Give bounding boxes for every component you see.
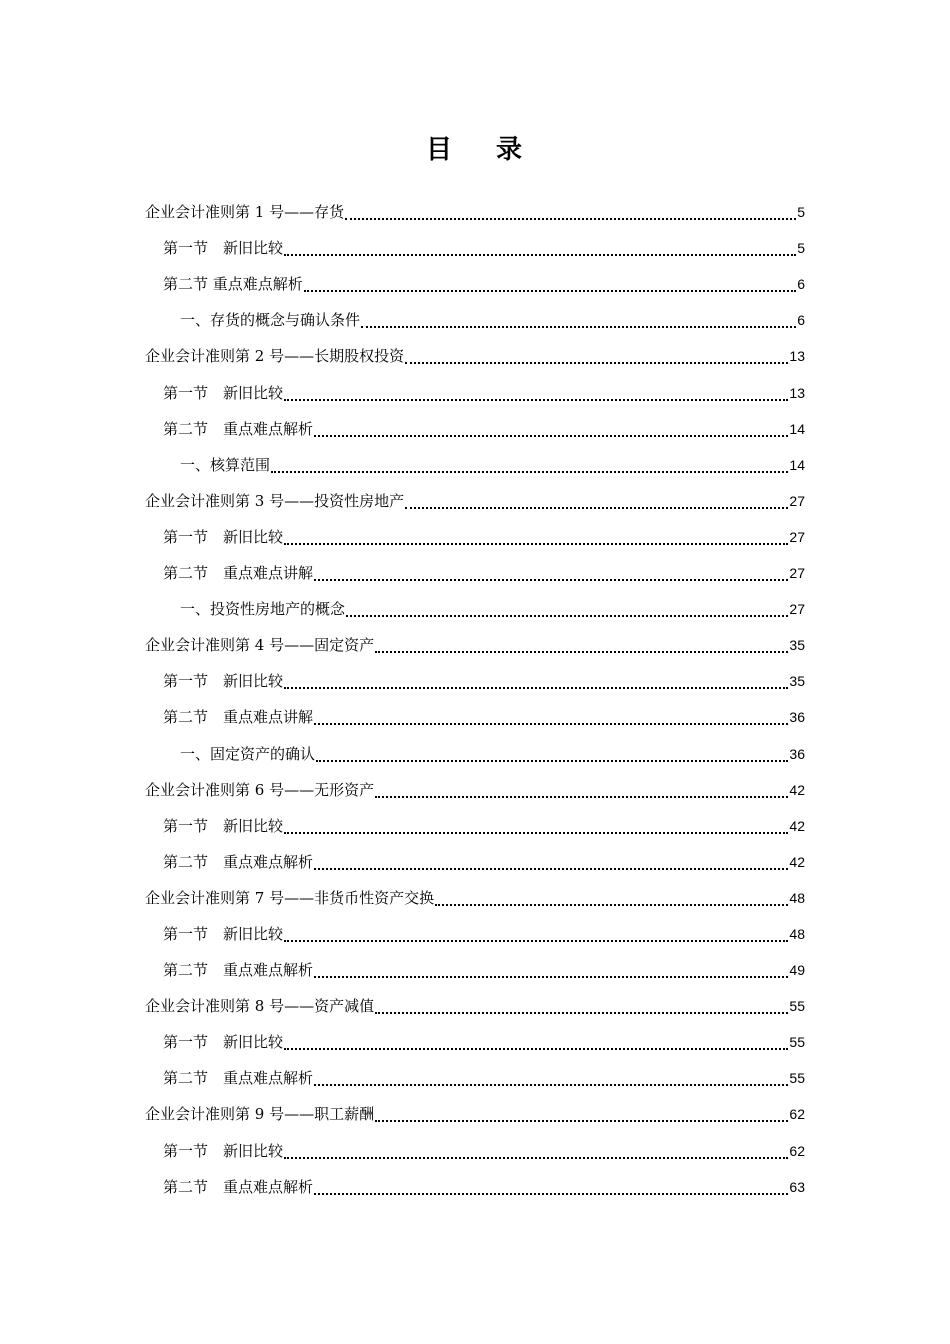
toc-entry[interactable] <box>145 230 805 266</box>
toc-leader-dots <box>405 361 788 364</box>
toc-leader-dots <box>314 975 788 978</box>
toc-entry-page: 48 <box>789 889 805 906</box>
toc-leader-dots <box>271 470 788 473</box>
toc-entry-page: 49 <box>789 962 805 979</box>
toc-entry-page: 27 <box>789 601 805 618</box>
toc-entry-page: 13 <box>789 348 805 365</box>
toc-entry-text: 第二节 重点难点讲解 <box>163 564 314 583</box>
toc-entry-page: 36 <box>789 745 805 762</box>
toc-entry-text: 第二节 重点难点解析 <box>163 1069 314 1088</box>
toc-entry-text: 企业会计准则第 3 号——投资性房地产 <box>145 491 405 510</box>
toc-entry-page: 14 <box>789 456 805 473</box>
toc-entry[interactable] <box>145 302 805 338</box>
toc-leader-dots <box>375 1119 788 1122</box>
toc-entry[interactable] <box>145 483 805 519</box>
toc-entry-text: 企业会计准则第 9 号——职工薪酬 <box>145 1105 375 1124</box>
toc-entry[interactable] <box>145 1024 805 1060</box>
toc-entry[interactable] <box>145 411 805 447</box>
toc-entry-text: 企业会计准则第 2 号——长期股权投资 <box>145 347 405 366</box>
toc-entry-text: 企业会计准则第 6 号——无形资产 <box>145 780 375 799</box>
toc-entry[interactable] <box>145 844 805 880</box>
toc-entry[interactable] <box>145 772 805 808</box>
toc-entry-page: 62 <box>789 1142 805 1159</box>
toc-entry-page: 55 <box>789 1034 805 1051</box>
toc-entry[interactable] <box>145 952 805 988</box>
toc-entry[interactable] <box>145 338 805 374</box>
toc-entry-text: 一、固定资产的确认 <box>180 744 316 763</box>
toc-entry[interactable] <box>145 699 805 735</box>
toc-entry[interactable] <box>145 447 805 483</box>
toc-entry-page: 55 <box>789 1070 805 1087</box>
toc-entry-text: 企业会计准则第 4 号——固定资产 <box>145 636 375 655</box>
toc-leader-dots <box>316 759 788 762</box>
toc-leader-dots <box>314 1083 788 1086</box>
toc-leader-dots <box>284 831 788 834</box>
toc-entry[interactable] <box>145 988 805 1024</box>
toc-entry-page: 62 <box>789 1106 805 1123</box>
toc-entry-text: 第一节 新旧比较 <box>163 924 284 943</box>
toc-entry[interactable] <box>145 1060 805 1096</box>
toc-entry-text: 第二节 重点难点解析 <box>163 275 303 294</box>
toc-leader-dots <box>345 217 796 220</box>
toc-entry-page: 63 <box>789 1178 805 1195</box>
toc-leader-dots <box>375 650 788 653</box>
toc-entry-page: 35 <box>789 673 805 690</box>
toc-entry[interactable] <box>145 555 805 591</box>
toc-entry-page: 13 <box>789 384 805 401</box>
toc-entry[interactable] <box>145 916 805 952</box>
toc-entry-text: 第一节 新旧比较 <box>163 816 284 835</box>
toc-entry-text: 第一节 新旧比较 <box>163 239 284 258</box>
toc-entry[interactable] <box>145 519 805 555</box>
toc-entry[interactable] <box>145 591 805 627</box>
toc-entry[interactable] <box>145 663 805 699</box>
toc-entry-text: 第一节 新旧比较 <box>163 383 284 402</box>
toc-entry-text: 第一节 新旧比较 <box>163 1141 284 1160</box>
toc-title-char-2: 录 <box>496 135 525 165</box>
toc-leader-dots <box>375 795 788 798</box>
toc-leader-dots <box>314 578 788 581</box>
toc-entry[interactable] <box>145 1096 805 1132</box>
toc-entry-page: 42 <box>789 853 805 870</box>
toc-entry-page: 14 <box>789 420 805 437</box>
toc-leader-dots <box>314 434 788 437</box>
toc-leader-dots <box>314 867 788 870</box>
toc-entry-text: 企业会计准则第 7 号——非货币性资产交换 <box>145 888 435 907</box>
toc-entry-text: 第二节 重点难点讲解 <box>163 708 314 727</box>
toc-entry-page: 55 <box>789 998 805 1015</box>
toc-leader-dots <box>284 398 788 401</box>
toc-leader-dots <box>284 686 788 689</box>
toc-entry-text: 一、投资性房地产的概念 <box>180 600 346 619</box>
toc-title-char-1: 目 <box>425 135 454 165</box>
toc-entry-page: 35 <box>789 637 805 654</box>
toc-entry-page: 27 <box>789 492 805 509</box>
toc-entry-text: 第一节 新旧比较 <box>163 527 284 546</box>
toc-entry[interactable] <box>145 374 805 410</box>
toc-entry[interactable] <box>145 627 805 663</box>
toc-leader-dots <box>435 903 788 906</box>
toc-list <box>145 194 805 1205</box>
toc-entry-page: 5 <box>797 204 805 221</box>
toc-entry-page: 42 <box>789 817 805 834</box>
toc-entry-text: 第一节 新旧比较 <box>163 672 284 691</box>
toc-entry-text: 一、核算范围 <box>180 455 271 474</box>
toc-leader-dots <box>405 506 788 509</box>
toc-leader-dots <box>314 722 788 725</box>
toc-entry-page: 27 <box>789 565 805 582</box>
toc-entry-text: 一、存货的概念与确认条件 <box>180 311 361 330</box>
toc-entry-page: 48 <box>789 925 805 942</box>
toc-entry-text: 第二节 重点难点解析 <box>163 419 314 438</box>
toc-leader-dots <box>284 1047 788 1050</box>
toc-entry[interactable] <box>145 735 805 771</box>
toc-entry-text: 第二节 重点难点解析 <box>163 1177 314 1196</box>
toc-entry-page: 36 <box>789 709 805 726</box>
toc-title <box>0 132 950 168</box>
toc-entry-text: 第一节 新旧比较 <box>163 1033 284 1052</box>
toc-entry-text: 企业会计准则第 8 号——资产减值 <box>145 997 375 1016</box>
toc-entry[interactable] <box>145 266 805 302</box>
toc-entry[interactable] <box>145 1132 805 1168</box>
toc-entry-page: 42 <box>789 781 805 798</box>
toc-leader-dots <box>284 542 788 545</box>
toc-entry-text: 第二节 重点难点解析 <box>163 852 314 871</box>
toc-entry[interactable] <box>145 194 805 230</box>
toc-leader-dots <box>284 939 788 942</box>
toc-entry-page: 27 <box>789 528 805 545</box>
toc-leader-dots <box>284 1156 788 1159</box>
toc-entry[interactable] <box>145 808 805 844</box>
toc-leader-dots <box>375 1011 788 1014</box>
toc-entry[interactable] <box>145 1169 805 1205</box>
toc-entry-page: 6 <box>797 276 805 293</box>
toc-leader-dots <box>304 289 796 292</box>
toc-leader-dots <box>284 253 796 256</box>
toc-entry-text: 第二节 重点难点解析 <box>163 961 314 980</box>
toc-leader-dots <box>361 325 796 328</box>
toc-entry-page: 5 <box>797 240 805 257</box>
toc-leader-dots <box>346 614 788 617</box>
toc-entry-text: 企业会计准则第 1 号——存货 <box>145 203 345 222</box>
toc-entry-page: 6 <box>797 312 805 329</box>
toc-leader-dots <box>314 1192 788 1195</box>
toc-entry[interactable] <box>145 880 805 916</box>
